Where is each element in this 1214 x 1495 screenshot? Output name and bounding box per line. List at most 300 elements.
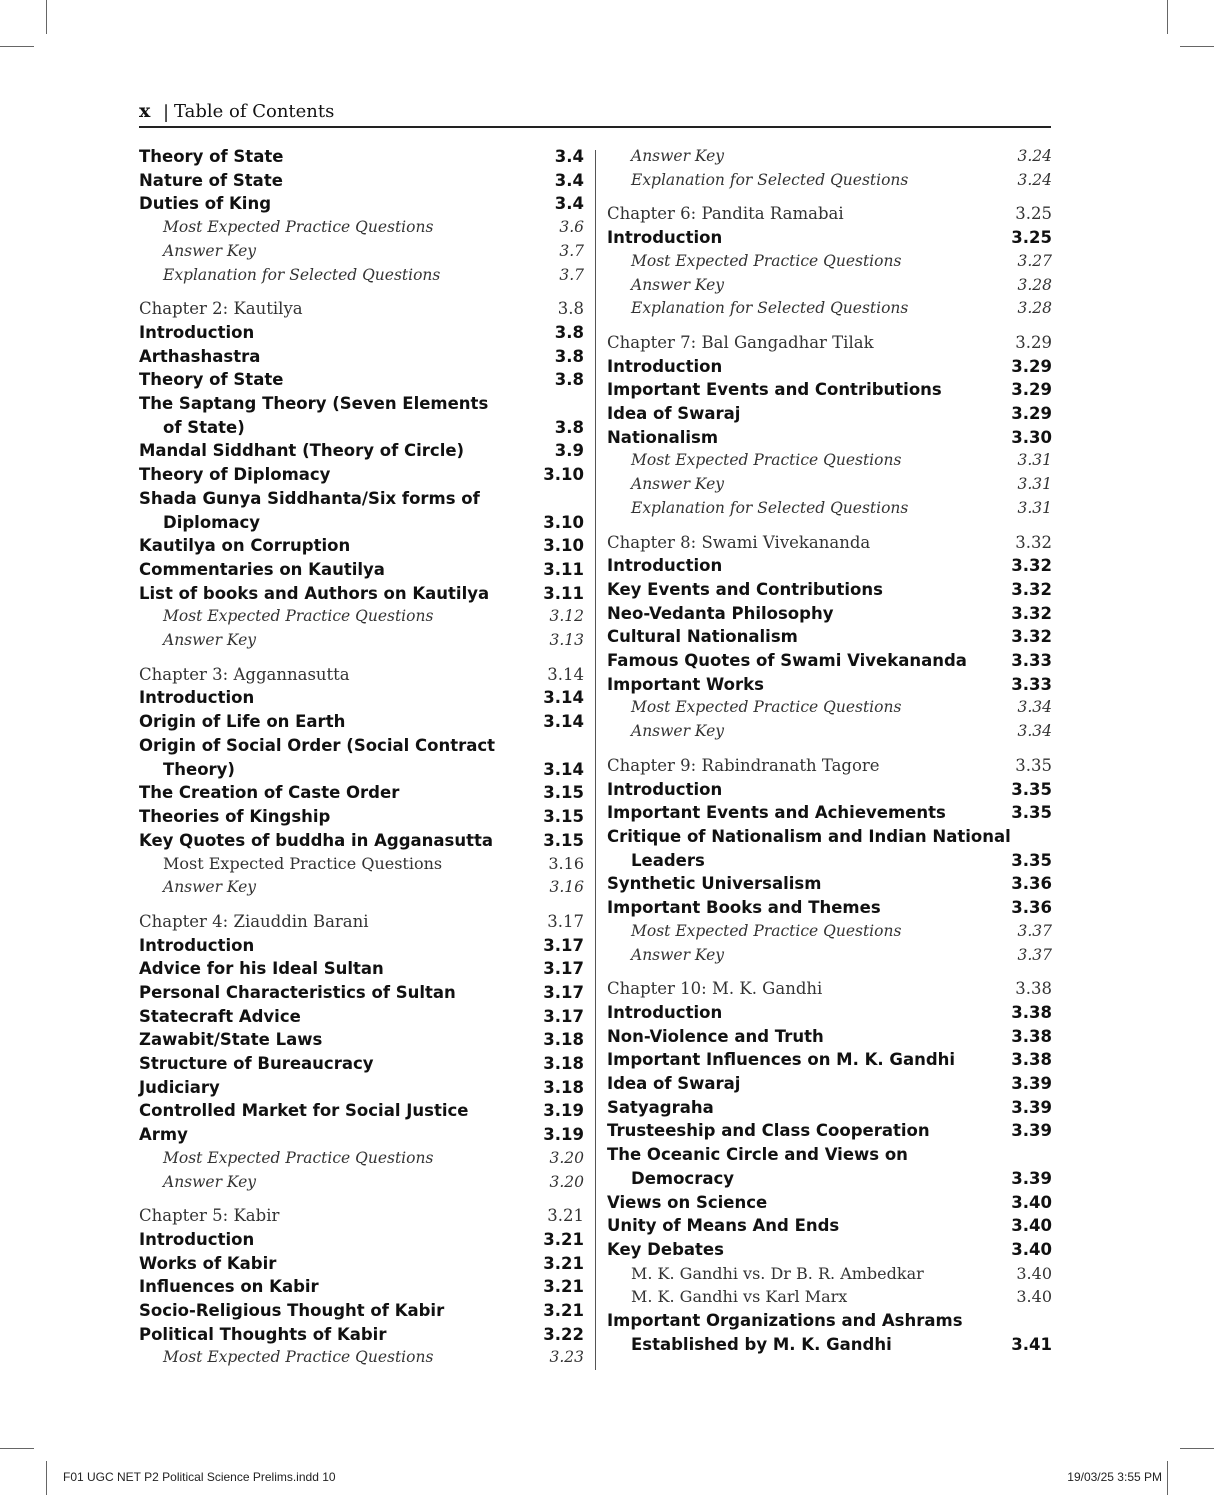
toc-entry[interactable] [607,920,1052,944]
toc-entry-page: 3.8 [554,322,584,342]
toc-entry[interactable] [607,402,1052,426]
toc-entry[interactable] [139,368,584,392]
toc-entry-title-text: Introduction [607,1002,723,1022]
toc-entry-title [139,368,283,392]
toc-entry-title-text: Important Events and Contributions [607,380,942,400]
toc-entry-page: 3.15 [543,806,584,826]
toc-entry[interactable] [139,852,584,876]
toc-entry-title [163,876,256,900]
toc-entry[interactable] [139,1028,584,1052]
toc-entry-page: 3.29 [1015,332,1052,352]
toc-entry-title-text: Chapter 8: Swami Vivekananda [607,532,871,552]
toc-entry-title [631,169,908,193]
page-title: Table of Contents [174,101,335,122]
toc-entry-title-text: Views on Science [607,1192,768,1212]
toc-entry-title [607,896,881,920]
toc-entry-title [139,1252,276,1276]
toc-entry-title-text: Introduction [607,228,723,248]
toc-entry[interactable] [607,825,1052,872]
toc-chapter-heading[interactable] [607,754,1052,778]
toc-entry-title [139,345,260,369]
toc-entry-page: 3.25 [1011,228,1052,248]
toc-entry-page: 3.8 [554,346,584,366]
toc-entry-title-text: Answer Key [163,878,256,897]
toc-entry[interactable] [607,1096,1052,1120]
toc-entry-page: 3.25 [1015,204,1052,224]
toc-entry-page: 3.8 [554,370,584,390]
toc-entry-page: 3.14 [543,688,584,708]
toc-entry[interactable] [139,169,584,193]
toc-entry-page: 3.16 [549,878,584,897]
toc-entry[interactable] [139,957,584,981]
toc-entry[interactable] [139,345,584,369]
toc-entry-page: 3.16 [548,854,584,874]
toc-entry[interactable] [139,1252,584,1276]
toc-entry-page: 3.12 [549,607,584,626]
toc-column-left [139,145,584,1370]
toc-entry-title-text: Key Events and Contributions [607,579,883,599]
toc-entry-title-text: Answer Key [163,631,256,650]
toc-entry[interactable] [139,582,584,606]
toc-entry[interactable] [607,1214,1052,1238]
toc-entry-title-text: Influences on Kabir [139,1277,319,1297]
toc-entry-title-text: Political Thoughts of Kabir [139,1324,387,1344]
toc-entry-title [139,1299,444,1323]
toc-entry-title-continuation: of State) [163,417,245,437]
toc-entry-title [139,487,480,534]
toc-chapter-heading[interactable] [607,531,1052,555]
toc-chapter-heading[interactable] [607,202,1052,226]
toc-entry-title [631,1262,924,1286]
toc-entry-page: 3.21 [543,1301,584,1321]
toc-entry[interactable] [607,1285,1052,1309]
toc-entry-title [139,934,254,958]
toc-entry-title [163,264,440,288]
toc-entry-title-text: Controlled Market for Social Justice [139,1101,469,1121]
toc-entry[interactable] [607,226,1052,250]
toc-entry-title [139,192,271,216]
toc-entry-title [631,250,901,274]
toc-entry-title [139,1076,220,1100]
toc-entry[interactable] [139,145,584,169]
toc-entry-page: 3.10 [543,536,584,556]
toc-entry[interactable] [607,872,1052,896]
toc-entry-title-text: Satyagraha [607,1097,714,1117]
toc-entry-title-text: Critique of Nationalism and Indian National [607,826,1011,846]
toc-entry-page: 3.33 [1011,674,1052,694]
toc-entry-title-text: Answer Key [631,475,724,494]
toc-entry-title-text: Answer Key [631,945,724,964]
toc-entry[interactable] [139,829,584,853]
toc-entry-title [139,582,489,606]
toc-entry-page: 3.18 [543,1030,584,1050]
toc-entry[interactable] [607,1048,1052,1072]
toc-entry-page: 3.15 [543,830,584,850]
toc-entry-page: 3.13 [549,631,584,650]
toc-column-right [607,145,1052,1356]
toc-entry-title-text: Nature of State [139,170,283,190]
toc-entry[interactable] [607,778,1052,802]
toc-entry[interactable] [607,297,1052,321]
toc-entry[interactable] [607,1238,1052,1262]
toc-entry[interactable] [139,1099,584,1123]
toc-entry-page: 3.20 [549,1148,584,1167]
toc-entry-title-text: Chapter 7: Bal Gangadhar Tilak [607,332,874,352]
toc-entry-page: 3.28 [1017,299,1052,318]
page-header [139,100,1051,128]
toc-entry[interactable] [607,1309,1052,1356]
toc-entry-title-continuation: Diplomacy [163,512,261,532]
toc-entry-page: 3.8 [557,299,584,319]
toc-entry-title-text: Important Events and Achievements [607,803,946,823]
toc-entry-title-text: Nationalism [607,427,719,447]
toc-entry-title-text: Cultural Nationalism [607,627,798,647]
toc-entry-page: 3.21 [543,1229,584,1249]
toc-entry-title-text: Judiciary [139,1077,220,1097]
toc-entry[interactable] [607,378,1052,402]
toc-entry-page: 3.41 [1011,1334,1052,1354]
toc-entry-title-text: Synthetic Universalism [607,874,822,894]
toc-entry-title [607,649,967,673]
toc-entry[interactable] [139,1147,584,1171]
toc-entry[interactable] [139,392,584,439]
toc-entry[interactable] [607,801,1052,825]
toc-entry[interactable] [607,720,1052,744]
toc-entry[interactable] [139,1123,584,1147]
toc-entry-page: 3.10 [543,465,584,485]
toc-entry-title [163,605,433,629]
toc-entry-page: 3.36 [1011,898,1052,918]
toc-entry-title [139,439,464,463]
toc-entry-page: 3.39 [1011,1097,1052,1117]
toc-entry[interactable] [139,981,584,1005]
toc-entry-title [139,981,456,1005]
toc-entry[interactable] [139,264,584,288]
toc-entry-title [607,531,870,555]
toc-entry[interactable] [607,625,1052,649]
toc-entry-title [139,805,330,829]
toc-entry[interactable] [607,602,1052,626]
crop-mark [0,1448,34,1449]
toc-entry-title [607,1048,955,1072]
toc-entry-title-text: Most Expected Practice Questions [163,1348,434,1367]
toc-entry-page: 3.32 [1011,579,1052,599]
toc-entry-title [631,274,724,298]
toc-entry-title-text: Chapter 6: Pandita Ramabai [607,204,844,224]
toc-entry-page: 3.32 [1015,532,1052,552]
toc-entry[interactable] [607,250,1052,274]
toc-entry-title-continuation: Democracy [631,1168,735,1188]
toc-entry-title [139,297,303,321]
crop-mark [46,0,47,34]
toc-entry-title-text: Origin of Life on Earth [139,712,346,732]
toc-entry-title-text: Socio-Religious Thought of Kabir [139,1301,445,1321]
toc-entry[interactable] [139,1171,584,1195]
toc-entry[interactable] [139,781,584,805]
toc-entry-title-text: Explanation for Selected Questions [163,265,441,284]
toc-entry-title [139,558,385,582]
toc-entry[interactable] [607,1262,1052,1286]
toc-entry-page: 3.9 [554,441,584,461]
toc-chapter-heading[interactable] [139,910,584,934]
toc-entry[interactable] [607,426,1052,450]
toc-entry-title-text: Answer Key [163,241,256,260]
toc-entry-title [631,920,901,944]
toc-entry-title-text: Works of Kabir [139,1253,277,1273]
toc-entry-page: 3.7 [559,265,584,284]
toc-entry-page: 3.32 [1011,603,1052,623]
toc-entry[interactable] [607,1072,1052,1096]
toc-entry[interactable] [607,696,1052,720]
toc-entry[interactable] [607,1119,1052,1143]
toc-entry-title [139,1099,468,1123]
toc-entry[interactable] [607,473,1052,497]
toc-entry-page: 3.4 [554,194,584,214]
toc-entry-title-text: Chapter 4: Ziauddin Barani [139,911,369,931]
toc-entry-page: 3.40 [1011,1192,1052,1212]
toc-entry-title [631,497,908,521]
toc-entry[interactable] [607,554,1052,578]
toc-entry-page: 3.14 [543,712,584,732]
crop-mark [1167,1461,1168,1495]
footer-file-info: F01 UGC NET P2 Political Science Prelims.indd 10 [63,1470,336,1484]
toc-entry-title-text: Theory of Diplomacy [139,465,331,485]
toc-entry[interactable] [607,1025,1052,1049]
toc-entry-title-text: Army [139,1125,188,1145]
toc-entry[interactable] [139,805,584,829]
toc-entry[interactable] [139,710,584,734]
toc-entry-page: 3.6 [559,218,584,237]
toc-entry-title [607,625,798,649]
toc-entry[interactable] [607,1143,1052,1190]
toc-entry[interactable] [139,629,584,653]
toc-entry-title-text: Chapter 10: M. K. Gandhi [607,979,823,999]
toc-entry[interactable] [607,896,1052,920]
toc-entry-page: 3.4 [554,147,584,166]
toc-entry-title [139,1204,279,1228]
crop-mark [46,1461,47,1495]
toc-entry-title [139,169,283,193]
toc-entry-title [139,829,493,853]
toc-entry-title-text: Answer Key [631,722,724,741]
toc-entry-title-text: Most Expected Practice Questions [163,218,434,237]
toc-entry-page: 3.29 [1011,356,1052,376]
toc-entry-title-text: Introduction [139,935,255,955]
toc-entry[interactable] [607,449,1052,473]
toc-entry-title-text: Advice for his Ideal Sultan [139,959,384,979]
toc-entry[interactable] [139,192,584,216]
toc-entry-page: 3.29 [1011,380,1052,400]
toc-entry-title [607,754,880,778]
toc-entry[interactable] [139,1005,584,1029]
toc-entry[interactable] [139,934,584,958]
toc-entry-title [607,1001,722,1025]
toc-entry-title [139,534,350,558]
toc-entry[interactable] [139,463,584,487]
toc-entry-title-text: Theories of Kingship [139,806,331,826]
toc-entry-page: 3.17 [543,935,584,955]
toc-entry[interactable] [607,274,1052,298]
toc-entry-page: 3.23 [549,1348,584,1367]
toc-entry-title [607,426,718,450]
toc-entry[interactable] [607,497,1052,521]
toc-entry-title-text: Important Works [607,674,764,694]
toc-entry-title-text: Chapter 3: Aggannasutta [139,664,350,684]
toc-entry-page: 3.14 [547,664,584,684]
toc-entry-title [607,378,942,402]
toc-entry[interactable] [139,605,584,629]
toc-entry-title [607,825,1011,872]
toc-entry-page: 3.22 [543,1324,584,1344]
toc-entry-title-text: Explanation for Selected Questions [631,498,909,517]
toc-entry-page: 3.20 [549,1172,584,1191]
toc-entry-title [139,321,254,345]
toc-entry-title [607,1238,724,1262]
toc-entry-page: 3.35 [1011,779,1052,799]
toc-entry-title [607,578,883,602]
toc-entry-page: 3.19 [543,1125,584,1145]
toc-entry-title-text: Introduction [139,688,255,708]
toc-entry[interactable] [139,240,584,264]
toc-entry[interactable] [607,673,1052,697]
toc-entry[interactable] [139,558,584,582]
crop-mark [1167,0,1168,34]
toc-entry-title [163,216,433,240]
toc-entry[interactable] [139,1228,584,1252]
toc-entry[interactable] [139,686,584,710]
toc-entry-title [139,1052,374,1076]
toc-entry[interactable] [139,1275,584,1299]
toc-entry-title [139,1005,301,1029]
toc-entry-page: 3.39 [1011,1121,1052,1141]
toc-entry-title [139,686,254,710]
toc-entry-title [631,720,724,744]
toc-entry-page: 3.40 [1016,1287,1052,1307]
toc-entry-title [607,331,874,355]
toc-entry-page: 3.24 [1017,170,1052,189]
toc-entry[interactable] [139,1323,584,1347]
toc-entry-title-continuation: Leaders [631,850,705,870]
toc-entry-title [607,554,722,578]
toc-entry[interactable] [139,1052,584,1076]
toc-entry-page: 3.17 [543,959,584,979]
toc-entry-page: 3.39 [1011,1168,1052,1188]
toc-entry-title-text: Theory of State [139,370,284,390]
toc-chapter-heading[interactable] [607,977,1052,1001]
toc-entry[interactable] [607,944,1052,968]
toc-entry-title-text: Arthashastra [139,346,261,366]
toc-entry-title [631,473,724,497]
toc-entry-title [607,1143,908,1190]
toc-entry-title-text: Answer Key [631,275,724,294]
toc-entry[interactable] [607,1191,1052,1215]
toc-entry-page: 3.33 [1011,651,1052,671]
toc-entry-title [139,734,495,781]
toc-entry-page: 3.38 [1011,1050,1052,1070]
toc-entry-title-text: Shada Gunya Siddhanta/Six forms of [139,488,480,508]
toc-entry-page: 3.38 [1011,1026,1052,1046]
toc-entry-page: 3.4 [554,170,584,190]
toc-entry-title-text: Explanation for Selected Questions [631,170,909,189]
toc-chapter-heading[interactable] [139,297,584,321]
toc-entry[interactable] [607,145,1052,169]
toc-chapter-heading[interactable] [607,331,1052,355]
toc-entry[interactable] [139,321,584,345]
toc-entry-page: 3.37 [1017,945,1052,964]
toc-entry-title [163,1346,433,1370]
toc-entry-title-text: Personal Characteristics of Sultan [139,982,456,1002]
toc-entry-page: 3.31 [1017,475,1052,494]
toc-entry[interactable] [607,649,1052,673]
toc-entry-page: 3.28 [1017,275,1052,294]
crop-mark [0,46,34,47]
toc-entry-title [607,1096,714,1120]
toc-entry-title [607,778,722,802]
toc-entry-title [631,696,901,720]
toc-entry-title-continuation: Theory) [163,759,235,779]
toc-entry[interactable] [139,1076,584,1100]
toc-entry-page: 3.35 [1011,850,1052,870]
toc-entry-page: 3.36 [1011,874,1052,894]
toc-chapter-heading[interactable] [139,663,584,687]
toc-entry-title-text: Commentaries on Kautilya [139,559,385,579]
toc-entry[interactable] [139,876,584,900]
toc-entry[interactable] [607,355,1052,379]
toc-entry[interactable] [139,487,584,534]
toc-entry-title-text: The Creation of Caste Order [139,783,400,803]
toc-entry-page: 3.38 [1011,1002,1052,1022]
toc-entry[interactable] [607,578,1052,602]
toc-entry-title-text: Key Quotes of buddha in Agganasutta [139,830,494,850]
toc-entry-title [163,629,256,653]
toc-entry[interactable] [139,734,584,781]
toc-entry-title [139,392,488,439]
toc-entry[interactable] [139,439,584,463]
toc-entry-title [607,801,946,825]
toc-entry[interactable] [139,1299,584,1323]
toc-entry-page: 3.29 [1011,404,1052,424]
toc-entry-title-text: Mandal Siddhant (Theory of Circle) [139,441,465,461]
toc-entry-title-text: Most Expected Practice Questions [631,698,902,717]
toc-entry[interactable] [139,216,584,240]
column-divider [595,150,596,1370]
toc-entry-page: 3.11 [543,559,584,579]
toc-entry-title-text: Neo-Vedanta Philosophy [607,603,834,623]
toc-entry-title [607,872,821,896]
toc-entry-page: 3.17 [547,911,584,931]
toc-entry-title [139,1275,319,1299]
toc-entry[interactable] [139,1346,584,1370]
toc-entry[interactable] [607,1001,1052,1025]
page-number: x [139,100,151,122]
toc-entry[interactable] [607,169,1052,193]
toc-entry-title-text: Kautilya on Corruption [139,536,351,556]
toc-entry-title-text: List of books and Authors on Kautilya [139,583,490,603]
toc-entry-title [139,663,350,687]
toc-entry-page: 3.8 [554,417,584,437]
toc-entry-title-text: M. K. Gandhi vs Karl Marx [631,1287,848,1307]
toc-entry-page: 3.21 [543,1253,584,1273]
toc-entry-title-text: The Oceanic Circle and Views on [607,1145,908,1165]
toc-entry[interactable] [139,534,584,558]
toc-entry-title [139,463,330,487]
toc-entry-title [139,710,345,734]
toc-entry-title-text: Chapter 5: Kabir [139,1206,280,1226]
toc-entry-title [631,297,908,321]
toc-entry-title [139,1028,322,1052]
toc-chapter-heading[interactable] [139,1204,584,1228]
toc-entry-title [607,1119,930,1143]
